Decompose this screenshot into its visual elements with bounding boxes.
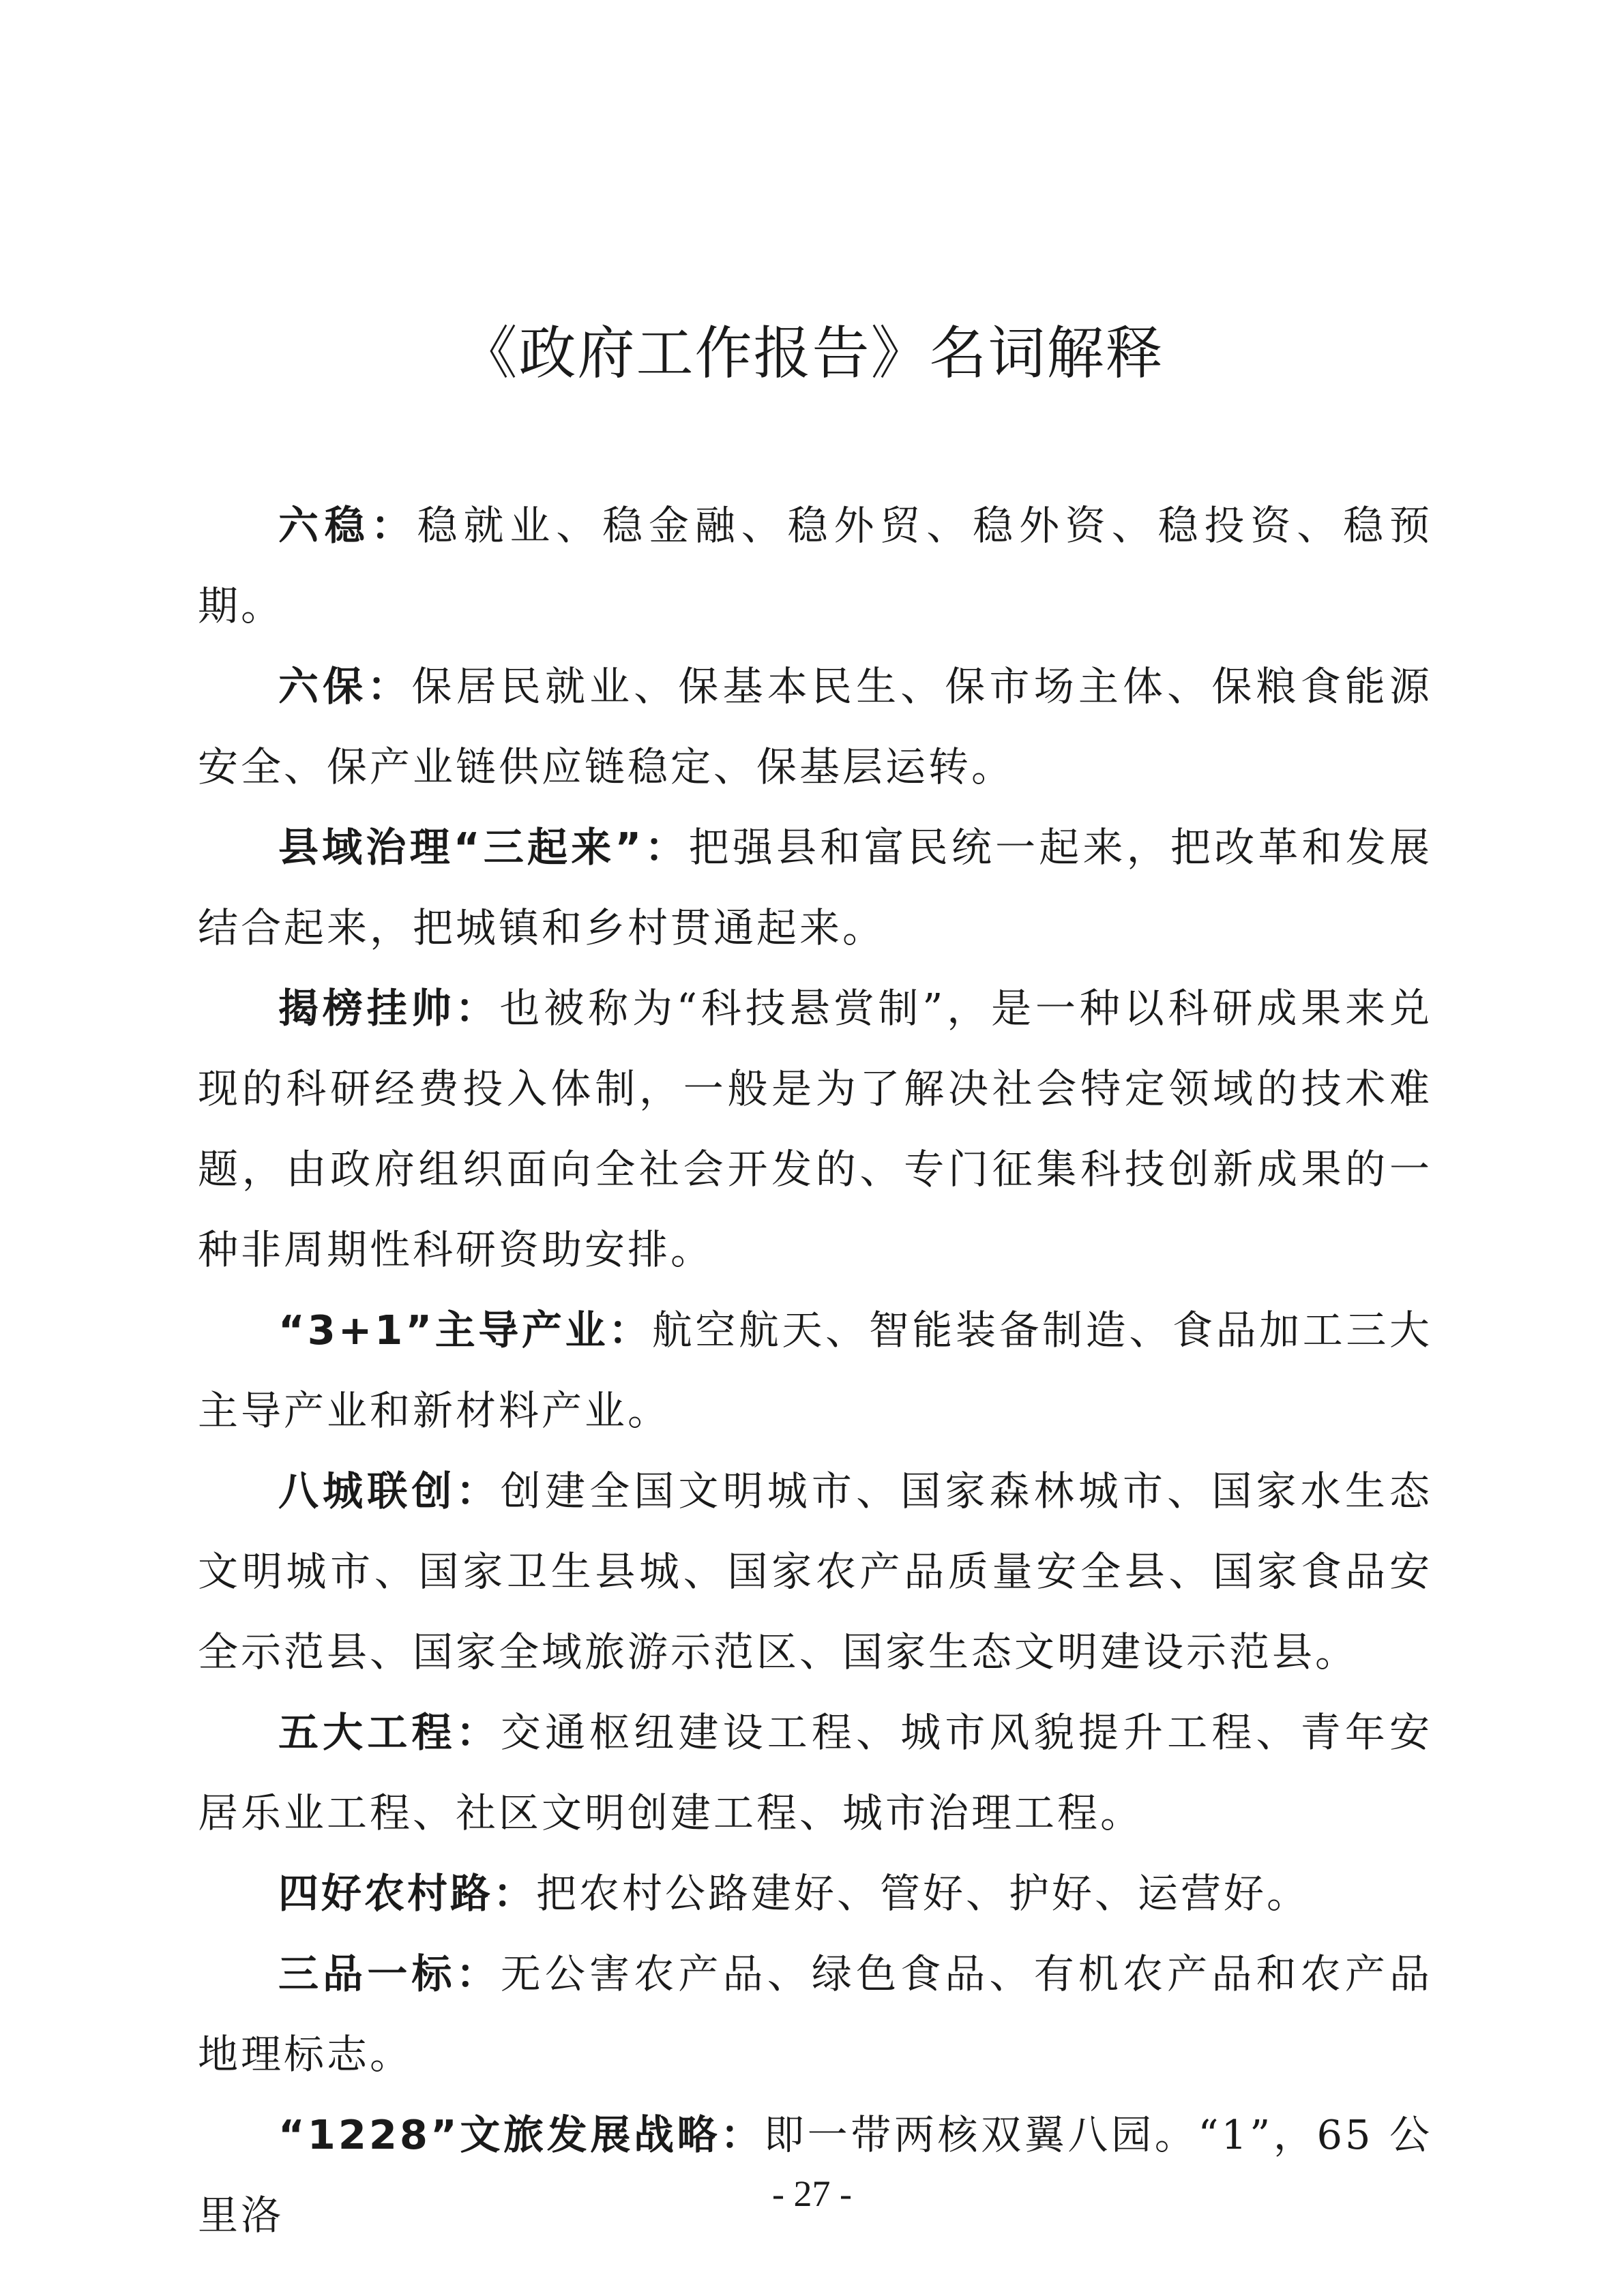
glossary-term: 四好农村路：	[278, 1870, 537, 1917]
glossary-term: 六保：	[278, 663, 412, 710]
glossary-definition: 航空航天、智能装备制造、食品加工三大主导产业和新材料产业。	[198, 1307, 1432, 1434]
glossary-body	[198, 486, 1432, 2256]
glossary-definition: 创建全国文明城市、国家森林城市、国家水生态文明城市、国家卫生县城、国家农产品质量安全县、国家食品安全示范县、国家全域旅游示范区、国家生态文明建设示范县。	[198, 1467, 1432, 1675]
glossary-term: “3+1”主导产业：	[278, 1307, 652, 1354]
glossary-definition: 稳就业、稳金融、稳外贸、稳外资、稳投资、稳预期。	[198, 502, 1432, 629]
page-number: - 27 -	[772, 2173, 852, 2214]
glossary-entry-five-projects	[198, 1693, 1432, 1853]
glossary-term: 县域治理“三起来”：	[278, 824, 689, 871]
glossary-term: 八城联创：	[278, 1467, 501, 1515]
glossary-definition: 保居民就业、保基本民生、保市场主体、保粮食能源安全、保产业链供应链稳定、保基层运转。	[198, 663, 1432, 790]
glossary-entry-three-products	[198, 1934, 1432, 2095]
glossary-entry-jiebang-guashuai	[198, 968, 1432, 1290]
glossary-entry-liubao	[198, 646, 1432, 807]
glossary-entry-rural-roads	[198, 1853, 1432, 1934]
glossary-definition: 把强县和富民统一起来，把改革和发展结合起来，把城镇和乡村贯通起来。	[198, 824, 1432, 951]
glossary-entry-county-governance	[198, 807, 1432, 968]
glossary-term: 三品一标：	[278, 1950, 501, 1997]
glossary-term: 六稳：	[278, 502, 417, 549]
document-title: 《政府工作报告》名词解释	[460, 320, 1164, 387]
glossary-term: “1228”文旅发展战略：	[278, 2111, 764, 2158]
glossary-definition: 把农村公路建好、管好、护好、运营好。	[536, 1870, 1310, 1917]
glossary-definition: 也被称为“科技悬赏制”，是一种以科研成果来兑现的科研经费投入体制，一般是为了解决社会特定领域的技术难题，由政府组织面向全社会开发的、专门征集科技创新成果的一种非周期性科研资助安排。	[198, 985, 1432, 1273]
glossary-definition: 无公害农产品、绿色食品、有机农产品和农产品地理标志。	[198, 1950, 1432, 2078]
glossary-term: 五大工程：	[278, 1709, 501, 1756]
glossary-entry-leading-industries	[198, 1290, 1432, 1451]
glossary-definition: 交通枢纽建设工程、城市风貌提升工程、青年安居乐业工程、社区文明创建工程、城市治理工程。	[198, 1709, 1432, 1836]
glossary-entry-liuwen	[198, 486, 1432, 646]
glossary-entry-eight-cities	[198, 1451, 1432, 1693]
glossary-term: 揭榜挂帅：	[278, 985, 500, 1032]
glossary-definition: 即一带两核双翼八园。“1”，65 公里洛	[198, 2111, 1432, 2239]
